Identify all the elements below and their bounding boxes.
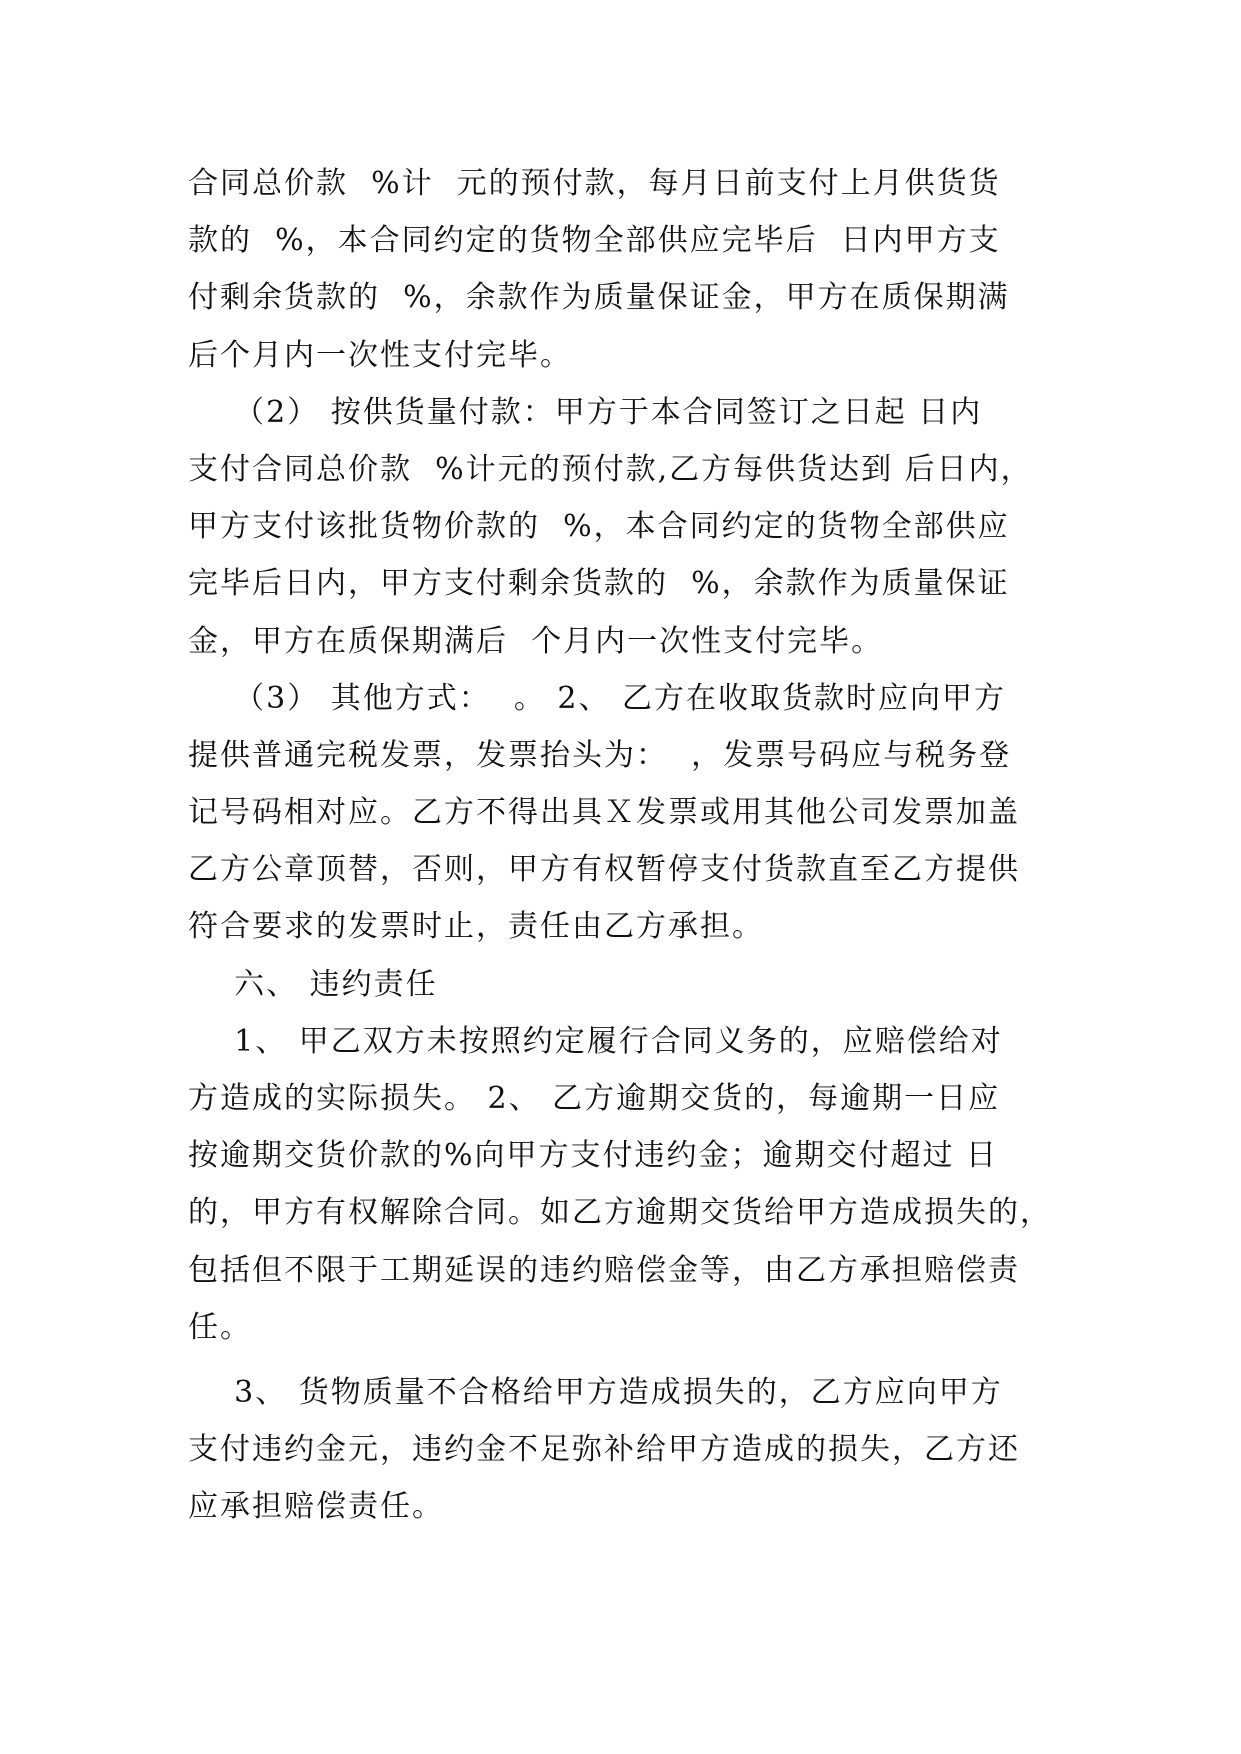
text-line: 完毕后日内，甲方支付剩余货款的 %，余款作为质量保证 [188,566,1010,602]
text-line: 甲方支付该批货物价款的 %，本合同约定的货物全部供应 [188,509,1010,545]
text-line: 包括但不限于工期延误的违约赔偿金等，由乙方承担赔偿责 [188,1252,1020,1288]
text-line: 符合要求的发票时止，责任由乙方承担。 [188,909,764,945]
text-line: 金，甲方在质保期满后 个月内一次性支付完毕。 [188,623,884,659]
text-line: 应承担赔偿责任。 [188,1489,444,1525]
text-line: 按逾期交货价款的%向甲方支付违约金；逾期交付超过 日 [188,1138,999,1174]
text-line: （2） 按供货量付款：甲方于本合同签订之日起 日内 [188,394,983,430]
paragraph-gap [188,1356,1054,1364]
text-line: 乙方公章顶替，否则，甲方有权暂停支付货款直至乙方提供 [188,852,1020,888]
document-body [188,155,1054,1536]
text-line: （3） 其他方式： 。 2、 乙方在收取货款时应向甲方 [188,680,1006,716]
text-line: 付剩余货款的 %，余款作为质量保证金，甲方在质保期满 [188,280,1010,316]
text-line: 1、 甲乙双方未按照约定履行合同义务的，应赔偿给对 [188,1023,1003,1059]
text-line: 方造成的实际损失。 2、 乙方逾期交货的，每逾期一日应 [188,1081,1001,1116]
text-line: 提供普通完税发票，发票抬头为： ，发票号码应与税务登 [188,737,1012,773]
text-line: 的，甲方有权解除合同。如乙方逾期交货给甲方造成损失的， [188,1195,1052,1231]
text-line: 后个月内一次性支付完毕。 [188,337,572,373]
text-line: 支付合同总价款 %计元的预付款,乙方每供货达到 后日内， [188,451,1033,487]
text-line: 款的 %，本合同约定的货物全部供应完毕后 日内甲方支 [188,223,1001,259]
text-line: 3、 货物质量不合格给甲方造成损失的，乙方应向甲方 [188,1374,1003,1410]
text-line: 任。 [188,1309,252,1345]
text-line: 支付违约金元，违约金不足弥补给甲方造成的损失，乙方还 [188,1432,1020,1468]
text-line: 记号码相对应。乙方不得出具Ｘ发票或用其他公司发票加盖 [188,795,1020,831]
text-line: 合同总价款 %计 元的预付款，每月日前支付上月供货货 [188,166,1001,201]
section-heading: 六、 违约责任 [188,966,438,1002]
